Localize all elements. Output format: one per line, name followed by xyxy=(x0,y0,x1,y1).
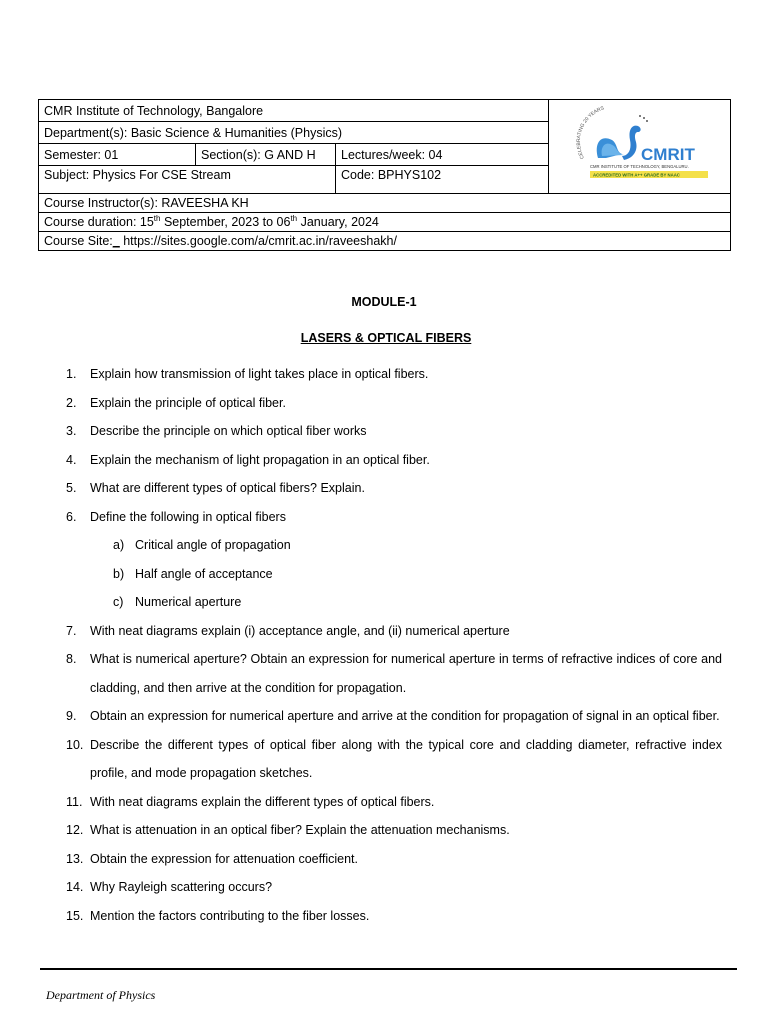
question-item: 2. Explain the principle of optical fiber. xyxy=(66,395,286,410)
section: Section(s): G AND H xyxy=(196,144,336,166)
question-item: 14. Why Rayleigh scattering occurs? xyxy=(66,880,273,894)
question-list xyxy=(0,360,768,930)
question-item: 10. Describe the different types of optical fiber along with the typical core and cladding diameter, refractive index profile, and mode propagation sketches. xyxy=(66,737,722,780)
logo-subtitle: CMR INSTITUTE OF TECHNOLOGY, BENGALURU. xyxy=(589,164,689,169)
subject: Subject: Physics For CSE Stream xyxy=(39,166,336,194)
course-info-table xyxy=(38,99,731,251)
course-site-link[interactable]: https://sites.google.com/a/cmrit.ac.in/raveeshakh/ xyxy=(119,234,397,248)
course-duration: Course duration: 15th September, 2023 to 06th January, 2024 xyxy=(39,213,731,232)
logo-arc-text: CELEBRATING 20 YEARS xyxy=(575,105,605,160)
question-item: 6. Define the following in optical fibers xyxy=(66,509,286,524)
footer-rule xyxy=(40,968,737,970)
naac-badge-text: ACCREDITED WITH A++ GRADE BY NAAC xyxy=(592,172,680,178)
topic-title: LASERS & OPTICAL FIBERS xyxy=(300,331,472,345)
question-item: 13. Obtain the expression for attenuation coefficient. xyxy=(66,851,358,866)
question-item: 12. What is attenuation in an optical fiber? Explain the attenuation mechanisms. xyxy=(66,823,510,837)
institute-name: CMR Institute of Technology, Bangalore xyxy=(39,100,549,122)
question-item: 7. With neat diagrams explain (i) acceptance angle, and (ii) numerical aperture xyxy=(66,623,510,638)
lectures-per-week: Lectures/week: 04 xyxy=(336,144,549,166)
question-item: 8. What is numerical aperture? Obtain an expression for numerical aperture in terms of refractive indices of core and cladding, and then arrive at the condition for propagation. xyxy=(66,652,722,695)
course-site: Course Site:_ https://sites.google.com/a/cmrit.ac.in/raveeshakh/ xyxy=(39,232,731,251)
course-code: Code: BPHYS102 xyxy=(336,166,549,194)
cmrit-logo-graphic xyxy=(570,100,710,190)
question-item: 9. Obtain an expression for numerical aperture and arrive at the condition for propagation of signal in an optical fiber. xyxy=(66,709,720,723)
swan-neck-icon xyxy=(622,126,641,160)
question-item: 11. With neat diagrams explain the different types of optical fibers. xyxy=(66,794,435,809)
course-instructor: Course Instructor(s): RAVEESHA KH xyxy=(39,194,731,213)
question-item: 3. Describe the principle on which optical fiber works xyxy=(66,424,367,438)
sub-question-item: c) Numerical aperture xyxy=(113,595,242,609)
question-item: 15. Mention the factors contributing to the fiber losses. xyxy=(66,908,370,923)
semester: Semester: 01 xyxy=(39,144,196,166)
question-item: 5. What are different types of optical fibers? Explain. xyxy=(66,481,365,495)
department: Department(s): Basic Science & Humanities (Physics) xyxy=(39,122,549,144)
sub-question-item: b) Half angle of acceptance xyxy=(113,566,273,581)
footer-text: Department of Physics xyxy=(46,988,156,1002)
logo-name: CMRIT xyxy=(640,145,695,164)
cmrit-logo xyxy=(549,100,731,194)
question-item: 1. Explain how transmission of light takes place in optical fibers. xyxy=(66,367,429,381)
module-title: MODULE-1 xyxy=(351,295,417,309)
sub-question-item: a) Critical angle of propagation xyxy=(113,538,291,552)
question-item: 4. Explain the mechanism of light propagation in an optical fiber. xyxy=(66,452,430,467)
